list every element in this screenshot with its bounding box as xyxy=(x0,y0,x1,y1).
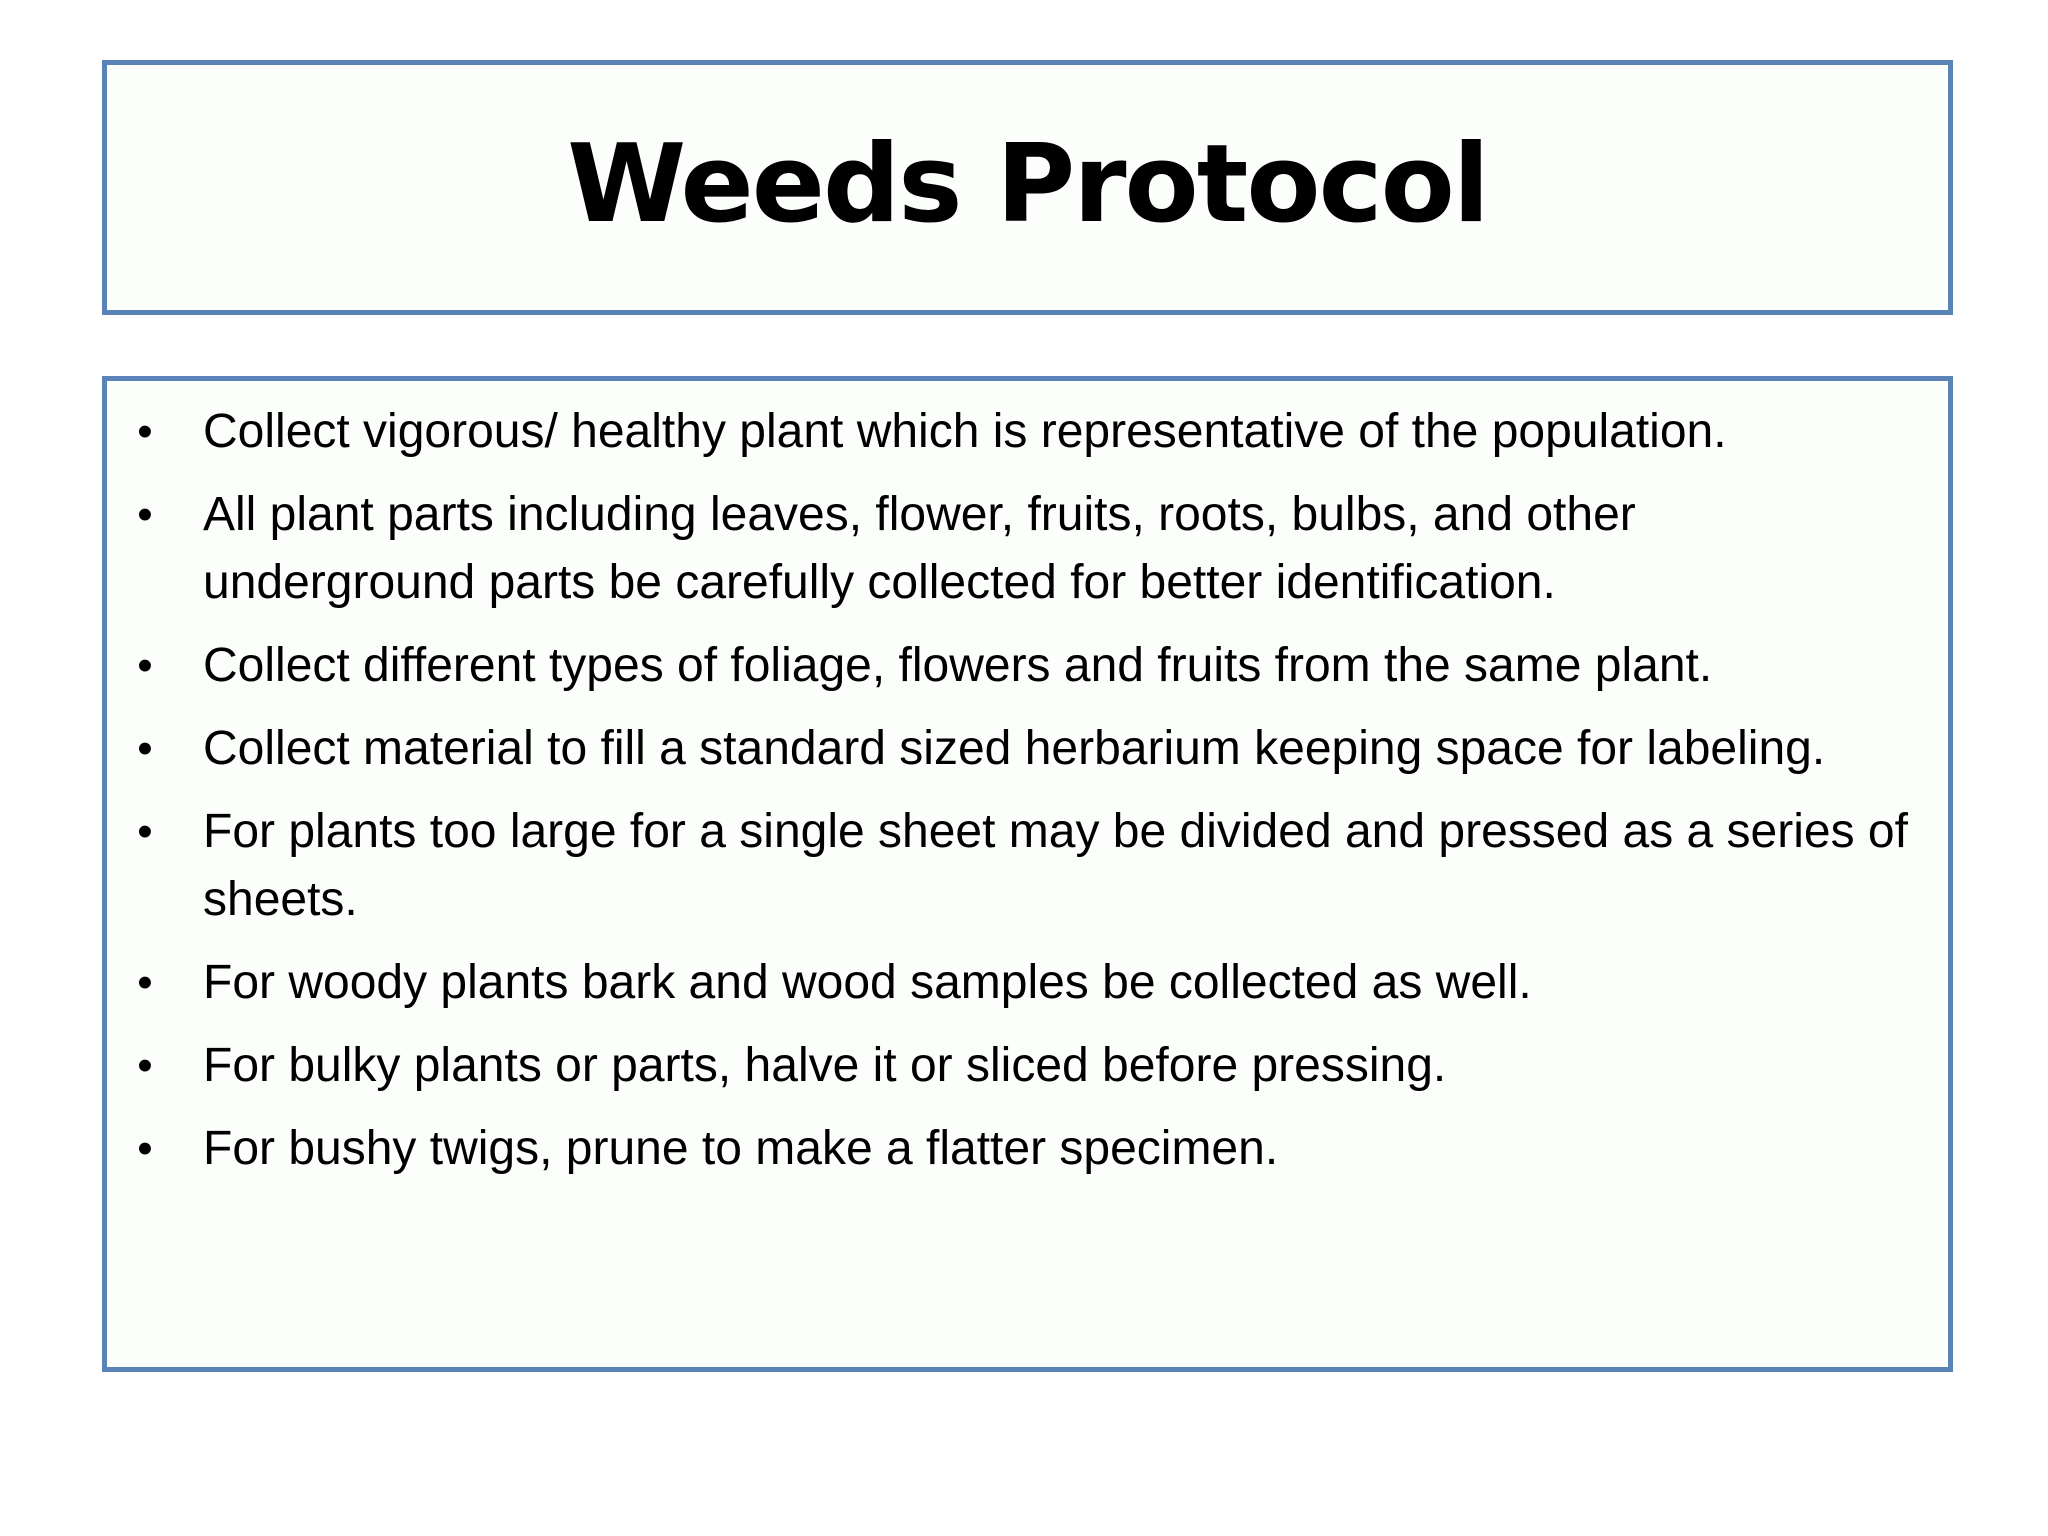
bullet-item xyxy=(107,1032,1948,1100)
bullet-text: Collect material to fill a standard sized herbarium keeping space for labeling. xyxy=(203,722,1826,775)
bullet-dot-icon: • xyxy=(137,641,153,690)
bullet-dot-icon: • xyxy=(137,958,153,1007)
bullet-item xyxy=(107,798,1948,934)
bullet-text: All plant parts including leaves, flower, fruits, roots, bulbs, and other underground parts be carefully collected for better identification. xyxy=(203,488,1636,609)
bullet-item xyxy=(107,949,1948,1017)
bullet-dot-icon: • xyxy=(137,807,153,856)
bullet-text: For woody plants bark and wood samples be collected as well. xyxy=(203,956,1532,1009)
bullet-item xyxy=(107,1115,1948,1183)
bullet-item xyxy=(107,398,1948,466)
content-box xyxy=(102,376,1953,1372)
bullet-dot-icon: • xyxy=(137,1124,153,1173)
bullet-item xyxy=(107,715,1948,783)
bullet-dot-icon: • xyxy=(137,490,153,539)
bullet-dot-icon: • xyxy=(137,724,153,773)
slide-title: Weeds Protocol xyxy=(567,121,1488,247)
bullet-item xyxy=(107,632,1948,700)
bullet-dot-icon: • xyxy=(137,407,153,456)
bullet-item xyxy=(107,481,1948,617)
bullet-text: Collect vigorous/ healthy plant which is representative of the population. xyxy=(203,405,1727,458)
bullet-text: Collect different types of foliage, flowers and fruits from the same plant. xyxy=(203,639,1713,692)
bullet-text: For bulky plants or parts, halve it or sliced before pressing. xyxy=(203,1039,1447,1092)
title-box xyxy=(102,60,1953,315)
bullet-list xyxy=(107,398,1948,1183)
bullet-dot-icon: • xyxy=(137,1041,153,1090)
bullet-text: For bushy twigs, prune to make a flatter specimen. xyxy=(203,1122,1279,1175)
bullet-text: For plants too large for a single sheet may be divided and pressed as a series of sheets. xyxy=(203,805,1908,926)
